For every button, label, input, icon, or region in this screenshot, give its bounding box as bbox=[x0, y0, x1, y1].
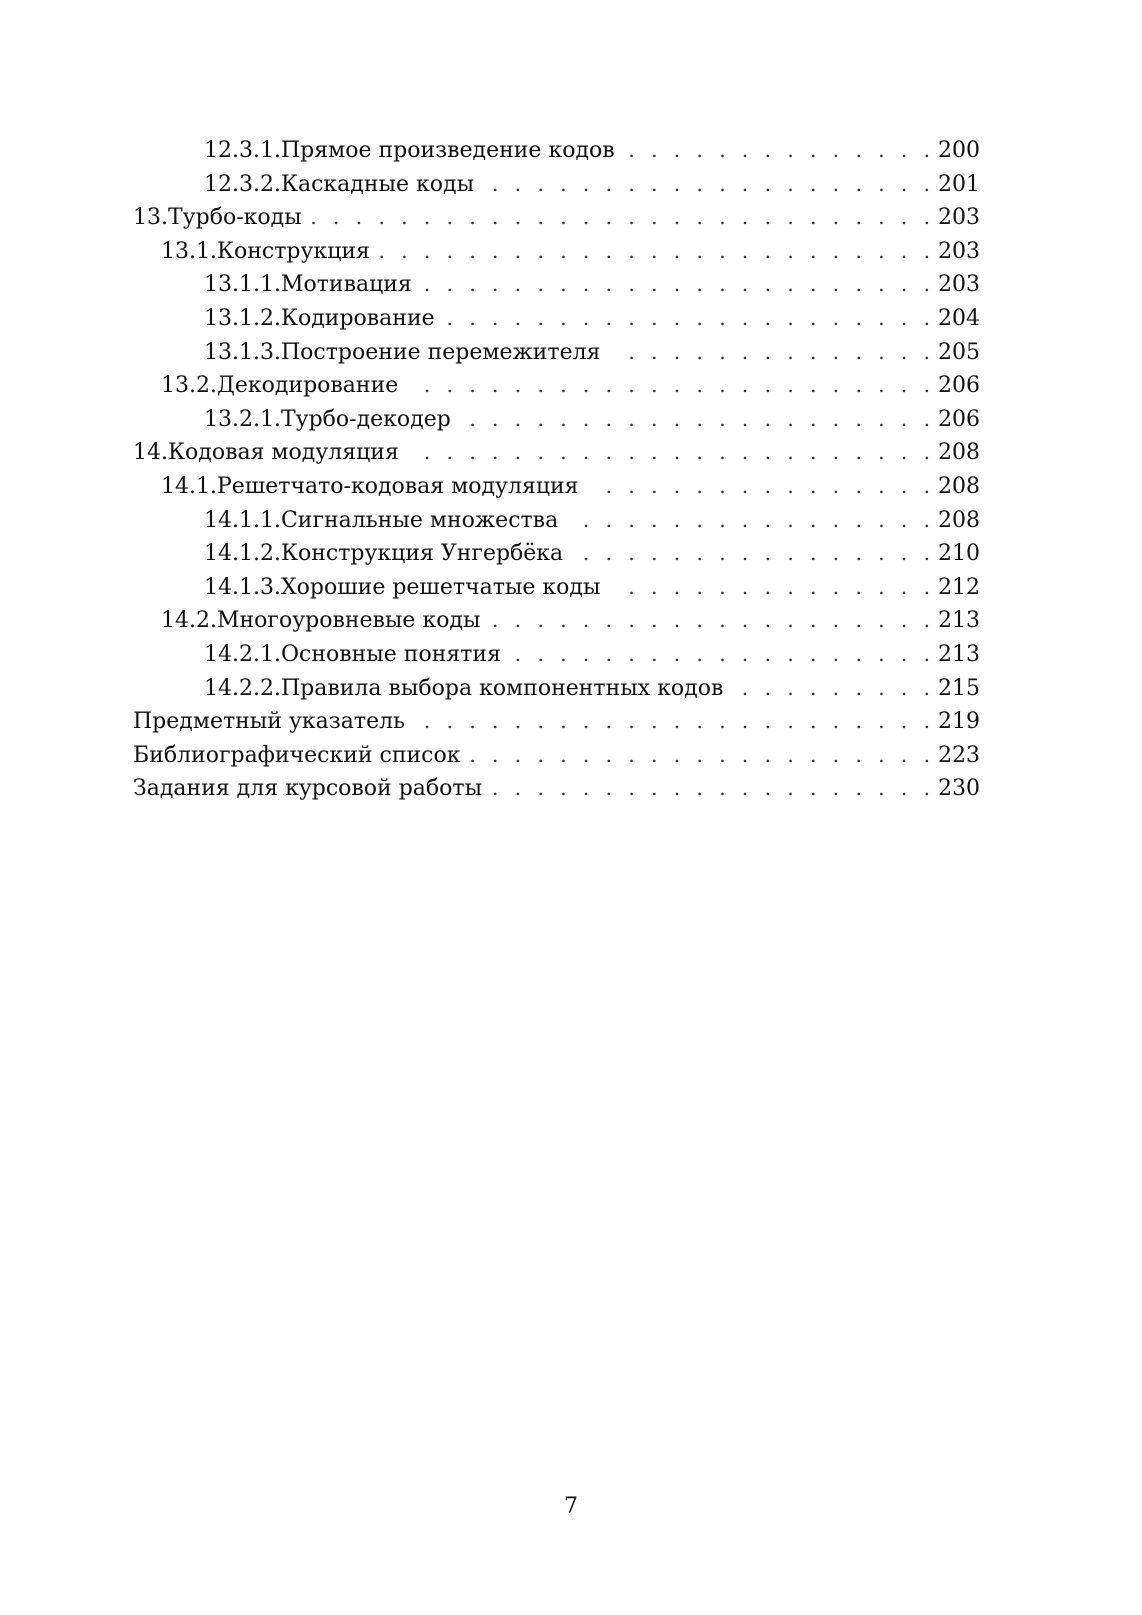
toc-entry-page: 201 bbox=[938, 171, 980, 197]
toc-entry-title: Правила выбора компонентных кодов bbox=[280, 675, 724, 701]
dot-leader bbox=[625, 134, 930, 168]
toc-entry-page: 203 bbox=[938, 238, 980, 264]
toc-entry-number: 12.3.1. bbox=[204, 138, 281, 163]
toc-entry-title: Кодовая модуляция bbox=[168, 440, 399, 466]
toc-entry-title: Хорошие решетчатые коды bbox=[280, 574, 601, 600]
toc-entry-number: 14.2. bbox=[161, 608, 217, 634]
toc-entry-number: 14.1.2. bbox=[204, 541, 281, 567]
toc-entry[interactable] bbox=[133, 705, 978, 739]
toc-entry-page: 200 bbox=[938, 138, 980, 163]
toc-entry-number: 14.1. bbox=[161, 473, 217, 499]
dot-leader bbox=[312, 201, 930, 235]
toc-entry-title: Многоуровневые коды bbox=[216, 608, 481, 634]
dot-leader bbox=[568, 504, 930, 538]
toc-entry-title: Мотивация bbox=[280, 272, 412, 298]
toc-entry-title: Конструкция Унгербёка bbox=[280, 541, 564, 567]
dot-leader bbox=[471, 739, 931, 773]
table-of-contents bbox=[133, 134, 978, 806]
toc-entry[interactable] bbox=[133, 537, 978, 571]
toc-entry[interactable] bbox=[133, 134, 978, 168]
toc-entry[interactable] bbox=[133, 336, 978, 370]
dot-leader bbox=[573, 537, 930, 571]
toc-entry-page: 213 bbox=[938, 608, 980, 634]
toc-entry-page: 205 bbox=[938, 339, 980, 365]
toc-entry[interactable] bbox=[133, 672, 978, 706]
dot-leader bbox=[491, 604, 931, 638]
toc-entry-number: 14.1.1. bbox=[204, 507, 281, 533]
toc-entry-title: Задания для курсовой работы bbox=[133, 776, 483, 802]
toc-entry[interactable] bbox=[133, 739, 978, 773]
toc-entry-page: 203 bbox=[938, 272, 980, 298]
dot-leader bbox=[409, 436, 930, 470]
toc-entry-number: 14.2.2. bbox=[204, 675, 281, 701]
toc-entry[interactable] bbox=[133, 403, 978, 437]
toc-entry-title: Конструкция bbox=[216, 238, 370, 264]
toc-entry-page: 219 bbox=[938, 709, 980, 735]
toc-entry-title: Решетчато-кодовая модуляция bbox=[216, 473, 579, 499]
toc-entry-page: 213 bbox=[938, 641, 980, 667]
toc-entry-number: 13.1.3. bbox=[204, 339, 281, 365]
dot-leader bbox=[445, 302, 930, 336]
toc-entry-page: 206 bbox=[938, 373, 980, 399]
toc-entry-page: 212 bbox=[938, 574, 980, 600]
toc-entry-title: Библиографический список bbox=[133, 742, 461, 768]
dot-leader bbox=[380, 235, 930, 269]
toc-entry-number: 14.1.3. bbox=[204, 574, 281, 600]
toc-entry[interactable] bbox=[133, 369, 978, 403]
toc-entry[interactable] bbox=[133, 772, 978, 806]
toc-entry-number: 13.1. bbox=[161, 238, 217, 264]
toc-entry-title: Турбо-коды bbox=[168, 205, 302, 231]
toc-entry-page: 204 bbox=[938, 305, 980, 331]
dot-leader bbox=[610, 336, 930, 370]
toc-entry[interactable] bbox=[133, 504, 978, 538]
toc-entry-title: Предметный указатель bbox=[133, 709, 406, 735]
toc-entry-page: 208 bbox=[938, 440, 980, 466]
toc-entry-page: 230 bbox=[938, 776, 980, 802]
toc-entry[interactable] bbox=[133, 268, 978, 302]
toc-entry-page: 208 bbox=[938, 473, 980, 499]
dot-leader bbox=[408, 369, 930, 403]
dot-leader bbox=[461, 403, 930, 437]
toc-entry-title: Сигнальные множества bbox=[280, 507, 559, 533]
toc-entry-title: Каскадные коды bbox=[280, 171, 475, 197]
toc-entry-title: Построение перемежителя bbox=[280, 339, 601, 365]
dot-leader bbox=[733, 672, 930, 706]
toc-entry-title: Декодирование bbox=[216, 373, 399, 399]
toc-entry-number: 12.3.2. bbox=[204, 171, 281, 197]
toc-entry-title: Турбо-декодер bbox=[280, 406, 451, 432]
dot-leader bbox=[484, 168, 930, 202]
toc-entry-number: 13.1.1. bbox=[204, 272, 281, 298]
toc-entry-page: 206 bbox=[938, 406, 980, 432]
toc-entry-title: Кодирование bbox=[280, 305, 435, 331]
toc-entry-number: 14.2.1. bbox=[204, 641, 281, 667]
toc-entry[interactable] bbox=[133, 168, 978, 202]
toc-entry-page: 215 bbox=[938, 675, 980, 701]
toc-entry[interactable] bbox=[133, 201, 978, 235]
dot-leader bbox=[415, 705, 930, 739]
toc-entry-page: 223 bbox=[938, 742, 980, 768]
dot-leader bbox=[422, 268, 930, 302]
toc-entry-number: 13. bbox=[133, 205, 168, 231]
toc-entry[interactable] bbox=[133, 302, 978, 336]
toc-entry-title: Прямое произведение кодов bbox=[280, 138, 615, 163]
dot-leader bbox=[610, 571, 930, 605]
toc-entry-page: 210 bbox=[938, 541, 980, 567]
dot-leader bbox=[492, 772, 930, 806]
dot-leader bbox=[511, 638, 930, 672]
toc-entry-page: 203 bbox=[938, 205, 980, 231]
toc-entry[interactable] bbox=[133, 235, 978, 269]
toc-entry[interactable] bbox=[133, 638, 978, 672]
toc-entry[interactable] bbox=[133, 470, 978, 504]
toc-entry-number: 14. bbox=[133, 440, 168, 466]
toc-entry[interactable] bbox=[133, 436, 978, 470]
toc-entry-page: 208 bbox=[938, 507, 980, 533]
toc-entry-number: 13.1.2. bbox=[204, 305, 281, 331]
page-number: 7 bbox=[564, 1494, 578, 1519]
dot-leader bbox=[589, 470, 930, 504]
toc-entry[interactable] bbox=[133, 571, 978, 605]
toc-entry-title: Основные понятия bbox=[280, 641, 501, 667]
toc-entry[interactable] bbox=[133, 604, 978, 638]
toc-entry-number: 13.2.1. bbox=[204, 406, 281, 432]
toc-entry-number: 13.2. bbox=[161, 373, 217, 399]
